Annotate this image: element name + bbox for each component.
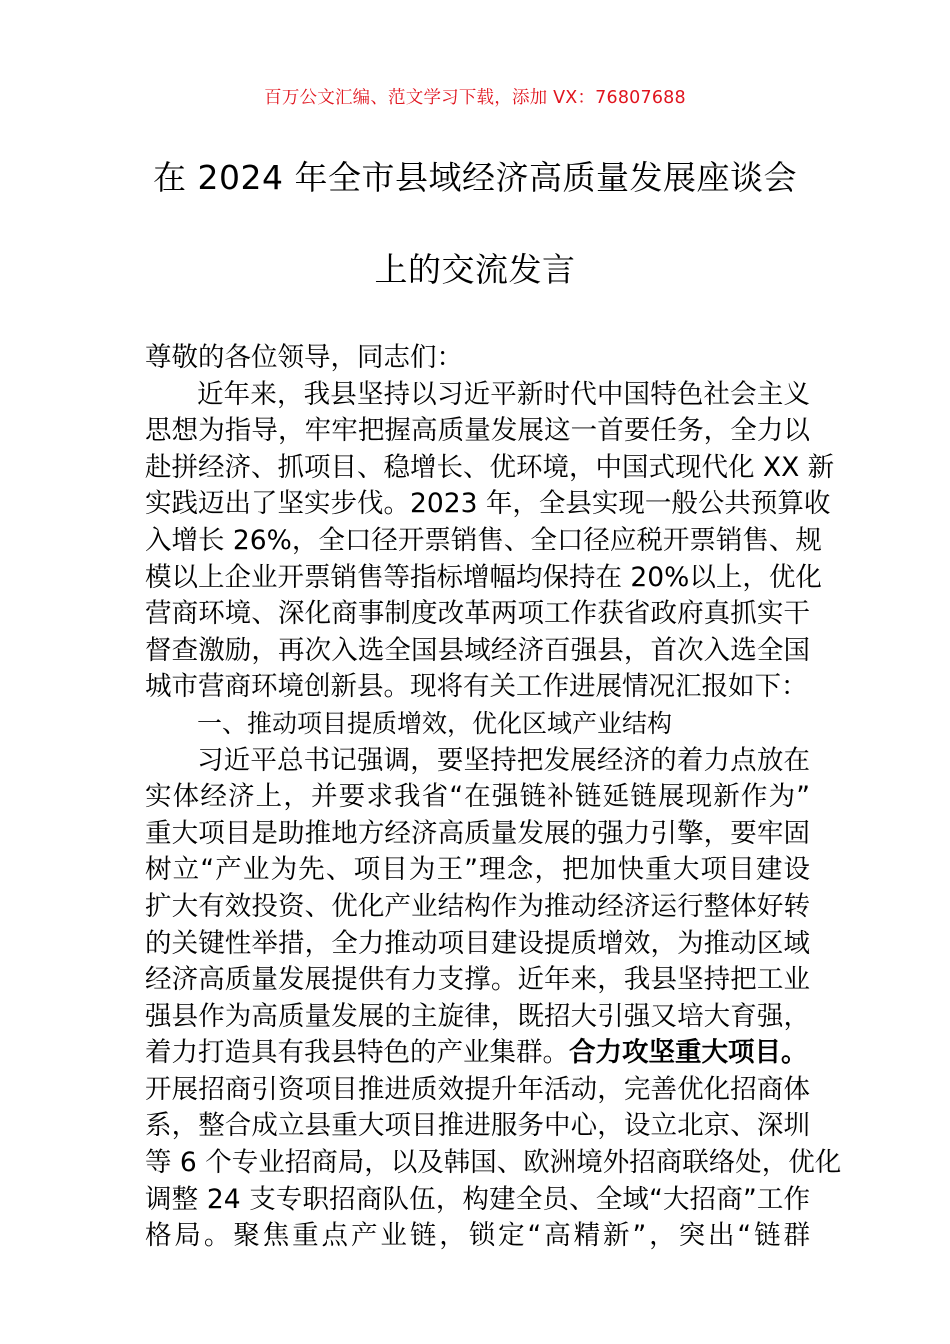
watermark-banner: 百万公文汇编、范文学习下载，添加 VX：76807688 bbox=[264, 88, 686, 108]
paragraph-1-line: 近年来，我县坚持以习近平新时代中国特色社会主义 bbox=[197, 378, 810, 410]
section-1-line: 强县作为高质量发展的主旋律，既招大引强又培大育强， bbox=[145, 1000, 810, 1032]
section-1-line-text: 着力打造具有我县特色的产业集群。 bbox=[145, 1037, 569, 1069]
section-1-line: 经济高质量发展提供有力支撑。近年来，我县坚持把工业 bbox=[145, 964, 810, 996]
section-1-line: 调整 24 支专职招商队伍，构建全员、全域“大招商”工作 bbox=[145, 1183, 810, 1215]
section-1-heading: 一、推动项目提质增效，优化区域产业结构 bbox=[197, 708, 673, 738]
document-title-line-2: 上的交流发言 bbox=[374, 250, 576, 289]
section-1-line: 实体经济上，并要求我省“在强链补链延链展现新作为” bbox=[145, 781, 810, 813]
section-1-line: 的关键性举措，全力推动项目建设提质增效，为推动区域 bbox=[145, 927, 810, 959]
section-1-line: 扩大有效投资、优化产业结构作为推动经济运行整体好转 bbox=[145, 890, 810, 922]
paragraph-1-line: 督查激励，再次入选全国县域经济百强县，首次入选全国 bbox=[145, 634, 810, 666]
section-1-line: 重大项目是助推地方经济高质量发展的强力引擎，要牢固 bbox=[145, 817, 810, 849]
section-1-line: 系，整合成立县重大项目推进服务中心，设立北京、深圳 bbox=[145, 1110, 810, 1142]
section-1-line-with-bold bbox=[145, 1035, 810, 1072]
paragraph-1-line: 实践迈出了坚实步伐。2023 年，全县实现一般公共预算收 bbox=[145, 488, 831, 520]
section-1-line: 等 6 个专业招商局，以及韩国、欧洲境外招商联络处，优化 bbox=[145, 1147, 842, 1179]
document-body bbox=[145, 340, 842, 1255]
paragraph-1-line: 模以上企业开票销售等指标增幅均保持在 20%以上，优化 bbox=[145, 561, 822, 593]
section-1-line: 格局。聚焦重点产业链，锁定“高精新”，突出“链群 bbox=[145, 1220, 810, 1252]
bold-subheading: 合力攻坚重大项目。 bbox=[569, 1037, 808, 1069]
paragraph-1-line: 入增长 26%，全口径开票销售、全口径应税开票销售、规 bbox=[145, 524, 822, 556]
section-1-line: 习近平总书记强调，要坚持把发展经济的着力点放在 bbox=[197, 744, 810, 776]
salutation: 尊敬的各位领导，同志们： bbox=[145, 342, 463, 373]
paragraph-1-line: 赴拼经济、抓项目、稳增长、优环境，中国式现代化 XX 新 bbox=[145, 451, 835, 483]
paragraph-1-line: 城市营商环境创新县。现将有关工作进展情况汇报如下： bbox=[145, 671, 808, 703]
paragraph-1-line: 营商环境、深化商事制度改革两项工作获省政府真抓实干 bbox=[145, 598, 810, 630]
document-title-line-1: 在 2024 年全市县域经济高质量发展座谈会 bbox=[153, 158, 797, 197]
section-1-line: 开展招商引资项目推进质效提升年活动，完善优化招商体 bbox=[145, 1073, 810, 1105]
paragraph-1-line: 思想为指导，牢牢把握高质量发展这一首要任务，全力以 bbox=[145, 415, 810, 447]
section-1-line: 树立“产业为先、项目为王”理念，把加快重大项目建设 bbox=[145, 854, 810, 886]
